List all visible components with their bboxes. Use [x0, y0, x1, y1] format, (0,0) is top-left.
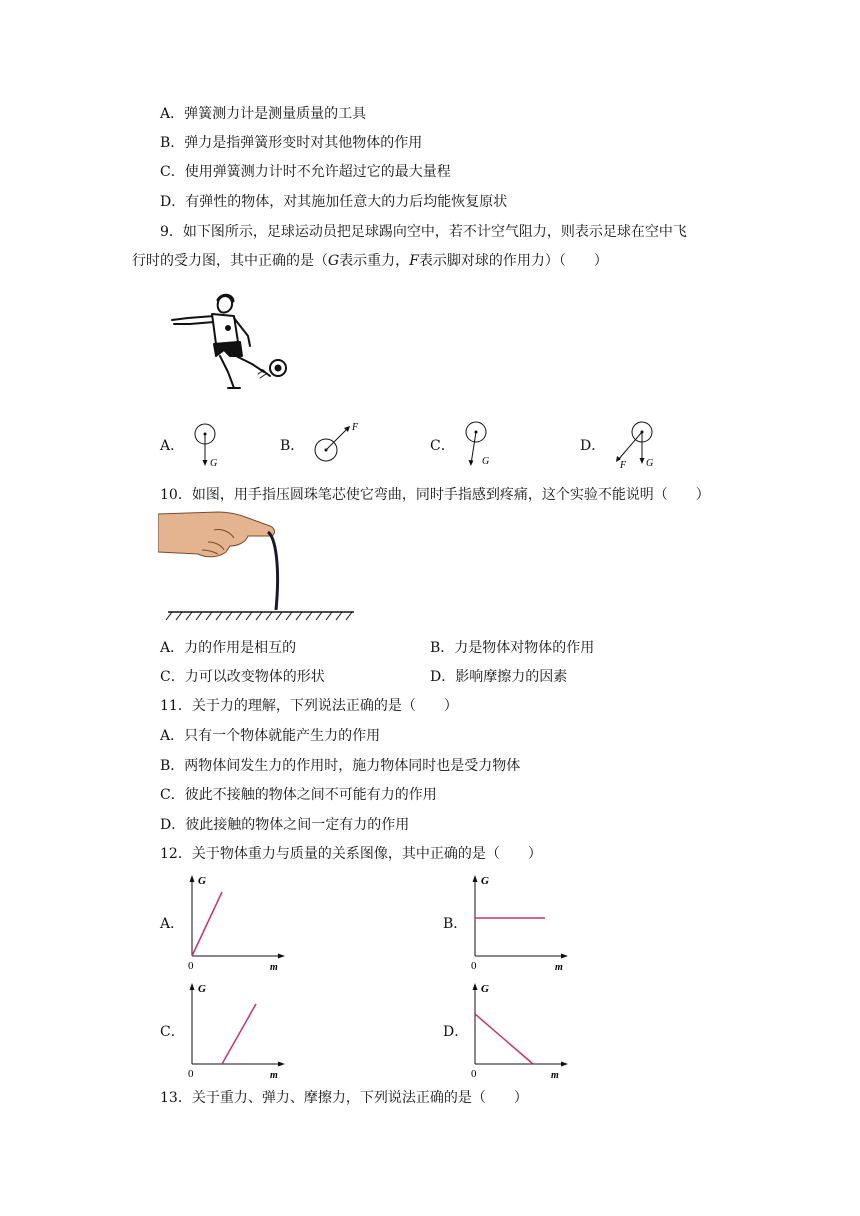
q12-b-x-label: m: [555, 962, 563, 972]
q12-a-x-label: m: [270, 962, 278, 972]
q12-b-origin: 0: [471, 960, 477, 972]
q9-d-g-label: G: [646, 458, 654, 469]
q12-choice-c-label: C．: [160, 1024, 185, 1040]
q9-stem-g: G: [328, 253, 340, 269]
q10-option-b: B．力是物体对物体的作用: [430, 640, 595, 656]
q9-stem-part-b: 表示重力，: [339, 253, 410, 269]
q12-choice-d-label: D．: [443, 1024, 469, 1040]
q8-option-a: A．弹簧测力计是测量质量的工具: [160, 106, 367, 122]
q8-option-d: D．有弹性的物体，对其施加任意大的力后均能恢复原状: [160, 194, 508, 210]
q12-d-origin: 0: [471, 1068, 477, 1080]
q9-stem-f: F: [409, 253, 419, 269]
q12-graph-d: [465, 980, 575, 1080]
q12-graph-a: [182, 872, 292, 972]
q9-choice-b-label: B．: [280, 438, 305, 454]
q9-d-f-label: F: [620, 460, 627, 470]
q9-diagram-b: [306, 416, 366, 466]
q9-stem-line1: 9．如下图所示，足球运动员把足球踢向空中，若不计空气阻力，则表示足球在空中飞: [160, 224, 687, 240]
q9-choice-a-label: A．: [160, 438, 185, 454]
q12-d-y-label: G: [481, 983, 489, 995]
q12-a-series-line: [192, 892, 222, 956]
q12-c-y-label: G: [198, 983, 206, 995]
q10-option-c: C．力可以改变物体的形状: [160, 669, 325, 685]
q9-c-g-label: G: [482, 456, 490, 467]
q9-stem-part-a: 行时的受力图，其中正确的是（: [132, 253, 328, 269]
q9-choice-d-label: D．: [580, 438, 606, 454]
finger-pressing-pen-illustration: [158, 508, 358, 628]
q12-a-y-label: G: [198, 875, 206, 887]
q12-choice-b-label: B．: [443, 916, 468, 932]
q12-graph-c: [182, 980, 292, 1080]
q10-option-d: D．影响摩擦力的因素: [430, 669, 568, 685]
q11-option-c: C．彼此不接触的物体之间不可能有力的作用: [160, 787, 437, 803]
q9-diagram-c: [458, 418, 508, 470]
q9-choice-c-label: C．: [430, 438, 455, 454]
q9-stem-line2: [132, 251, 608, 271]
q11-option-d: D．彼此接触的物体之间一定有力的作用: [160, 817, 410, 833]
q8-option-b: B．弹力是指弹簧形变时对其他物体的作用: [160, 135, 423, 151]
q9-diagram-a: [190, 420, 230, 470]
soccer-player-illustration: [166, 290, 296, 400]
q11-stem: 11．关于力的理解，下列说法正确的是（ ）: [160, 698, 458, 714]
q12-graph-b: [465, 872, 575, 972]
q12-d-x-label: m: [551, 1070, 559, 1080]
q12-c-origin: 0: [188, 1068, 194, 1080]
q13-stem: 13．关于重力、弹力、摩擦力，下列说法正确的是（ ）: [160, 1090, 528, 1106]
q9-diagram-d: [606, 418, 666, 470]
q12-b-y-label: G: [481, 875, 489, 887]
q9-b-f-label: F: [352, 422, 359, 433]
q12-c-series-line: [222, 1004, 256, 1064]
q12-d-series-line: [475, 1014, 533, 1064]
q12-c-x-label: m: [270, 1070, 278, 1080]
q11-option-b: B．两物体间发生力的作用时，施力物体同时也是受力物体: [160, 758, 521, 774]
q11-option-a: A．只有一个物体就能产生力的作用: [160, 728, 381, 744]
q9-stem-part-c: 表示脚对球的作用力）（ ）: [418, 253, 608, 269]
q10-stem: 10．如图，用手指压圆珠笔芯使它弯曲，同时手指感到疼痛，这个实验不能说明（ ）: [160, 487, 710, 503]
q10-option-a: A．力的作用是相互的: [160, 640, 297, 656]
q12-a-origin: 0: [188, 960, 194, 972]
q8-option-c: C．使用弹簧测力计时不允许超过它的最大量程: [160, 164, 451, 180]
q9-a-g-label: G: [210, 458, 218, 469]
q12-stem: 12．关于物体重力与质量的关系图像，其中正确的是（ ）: [160, 846, 542, 862]
q12-choice-a-label: A．: [160, 916, 185, 932]
